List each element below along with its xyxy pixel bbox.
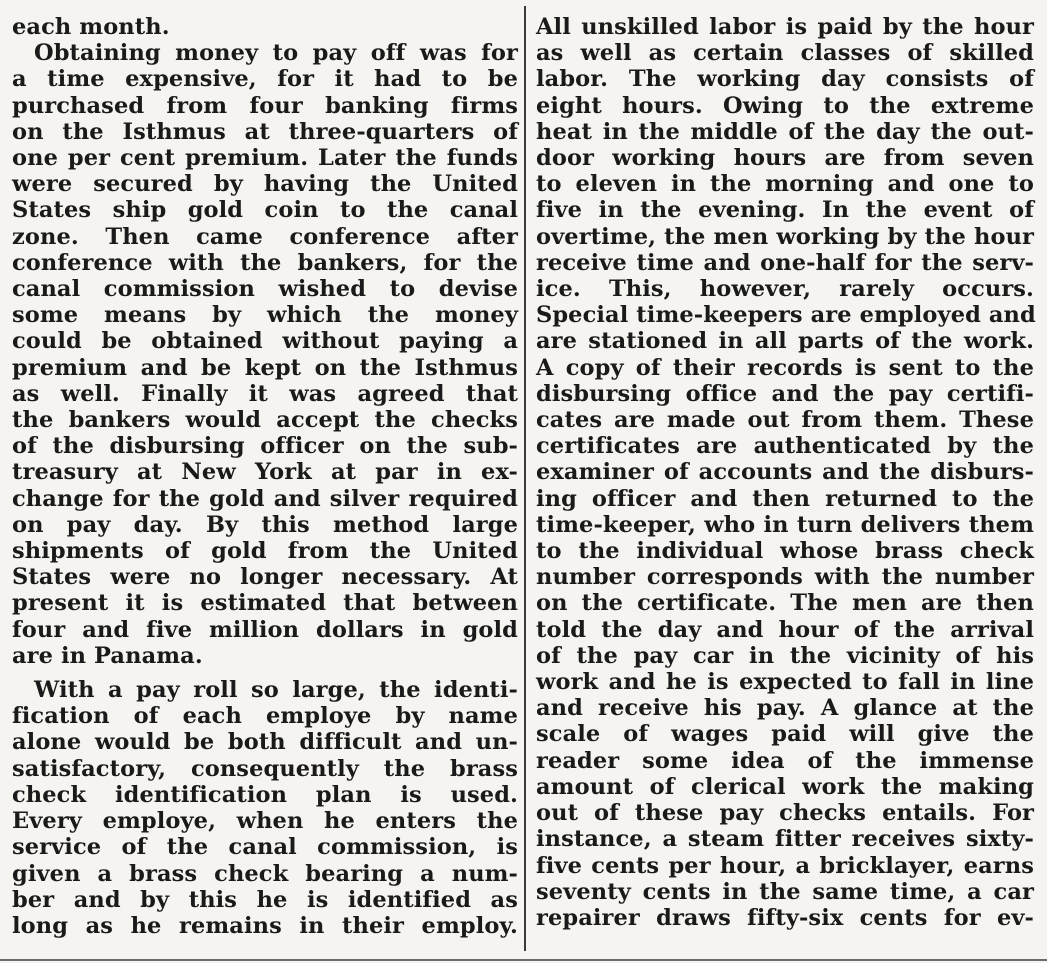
text-line: scale of wages paid will give the — [536, 721, 1034, 748]
text-line: shipments of gold from the United — [12, 538, 518, 565]
text-line: ber and by this he is identified as — [12, 886, 518, 913]
text-line: present it is estimated that between — [12, 590, 518, 617]
text-line: check identification plan is used. — [12, 781, 518, 808]
text-line: examiner of accounts and the disburs- — [536, 459, 1034, 486]
text-line: each month. — [12, 14, 170, 40]
text-line: could be obtained without paying a — [12, 328, 518, 355]
text-line: given a brass check bearing a num- — [12, 860, 518, 887]
text-line: door working hours are from seven — [536, 145, 1034, 172]
text-line: time-keeper, who in turn delivers them — [536, 511, 1034, 538]
text-line: on pay day. By this method large — [12, 511, 518, 538]
text-line: work and he is expected to fall in line — [536, 669, 1034, 696]
text-line: five cents per hour, a bricklayer, earns — [536, 852, 1034, 879]
text-line: overtime, the men working by the hour — [536, 223, 1034, 250]
text-line: treasury at New York at par in ex- — [12, 459, 518, 486]
text-line: purchased from four banking firms — [12, 92, 518, 119]
text-line: as well as certain classes of skilled — [536, 40, 1034, 67]
text-line: instance, a steam fitter receives sixty- — [536, 826, 1034, 853]
text-line: alone would be both difficult and un- — [12, 729, 518, 756]
text-line: zone. Then came conference after — [12, 223, 518, 250]
text-line: labor. The working day consists of — [536, 66, 1034, 93]
text-line: fication of each employe by name — [12, 703, 518, 730]
text-line: States were no longer necessary. At — [12, 564, 518, 591]
text-line: the bankers would accept the checks — [12, 407, 518, 434]
paragraph-gap — [12, 669, 518, 677]
text-line: on the certificate. The men are then — [536, 590, 1034, 617]
text-line: States ship gold coin to the canal — [12, 197, 518, 224]
text-line: some means by which the money — [12, 302, 518, 329]
text-line: certificates are authenticated by the — [536, 433, 1034, 460]
text-line: out of these pay checks entails. For — [536, 800, 1034, 827]
text-line: long as he remains in their employ. — [12, 912, 518, 939]
text-line: are in Panama. — [12, 642, 203, 669]
text-line: amount of clerical work the making — [536, 773, 1034, 800]
text-line: change for the gold and silver required — [12, 485, 518, 512]
text-line: All unskilled labor is paid by the hour — [536, 14, 1034, 40]
text-line: heat in the middle of the day the out- — [536, 118, 1034, 145]
text-line: to eleven in the morning and one to — [536, 171, 1034, 198]
text-line: Every employe, when he enters the — [12, 808, 518, 835]
text-line: and receive his pay. A glance at the — [536, 695, 1034, 722]
text-line: told the day and hour of the arrival — [536, 616, 1034, 643]
text-line: Special time-keepers are employed and — [536, 302, 1036, 329]
text-line: satisfactory, consequently the brass — [12, 755, 518, 782]
text-line: of the pay car in the vicinity of his — [536, 642, 1034, 669]
text-line: repairer draws fifty-six cents for ev- — [536, 904, 1034, 931]
text-line: ing officer and then returned to the — [536, 485, 1034, 512]
text-line: were secured by having the United — [12, 171, 518, 198]
text-line: a time expensive, for it had to be — [12, 66, 518, 93]
text-line: With a pay roll so large, the identi- — [34, 677, 518, 704]
right-column — [536, 14, 1034, 931]
text-line: premium and be kept on the Isthmus — [12, 354, 518, 381]
text-line: of the disbursing officer on the sub- — [12, 433, 518, 460]
text-line: seventy cents in the same time, a car — [536, 878, 1034, 905]
text-line: eight hours. Owing to the extreme — [536, 92, 1034, 119]
left-column — [12, 14, 518, 939]
text-line: one per cent premium. Later the funds — [12, 145, 518, 172]
text-line: ice. This, however, rarely occurs. — [536, 276, 1034, 303]
text-line: to the individual whose brass check — [536, 538, 1034, 565]
text-line: reader some idea of the immense — [536, 747, 1034, 774]
text-line: are stationed in all parts of the work. — [536, 328, 1034, 355]
text-line: Obtaining money to pay off was for — [34, 40, 518, 67]
text-line: four and five million dollars in gold — [12, 616, 518, 643]
text-line: service of the canal commission, is — [12, 834, 518, 861]
text-line: disbursing office and the pay certifi- — [536, 380, 1034, 407]
column-divider — [524, 6, 526, 951]
text-line: cates are made out from them. These — [536, 407, 1034, 434]
text-line: as well. Finally it was agreed that — [12, 380, 518, 407]
text-line: on the Isthmus at three-quarters of — [12, 118, 518, 145]
text-line: receive time and one-half for the serv- — [536, 249, 1034, 276]
text-line: five in the evening. In the event of — [536, 197, 1034, 224]
bottom-rule — [0, 959, 1047, 961]
text-line: number corresponds with the number — [536, 564, 1034, 591]
text-line: A copy of their records is sent to the — [536, 354, 1034, 381]
text-line: canal commission wished to devise — [12, 276, 518, 303]
text-line: conference with the bankers, for the — [12, 249, 518, 276]
